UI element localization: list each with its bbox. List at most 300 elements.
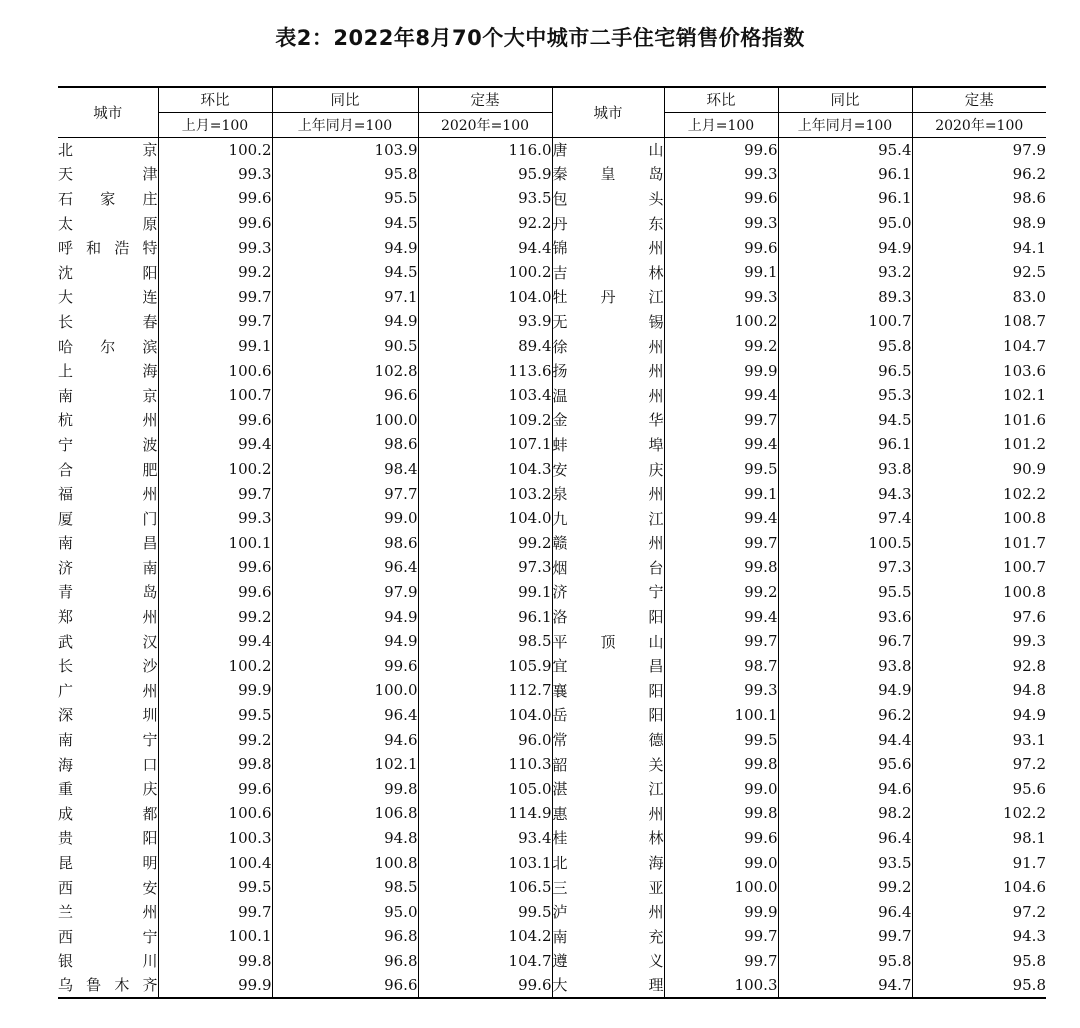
cell-city-right: 九 江 (552, 506, 664, 531)
table-row (58, 162, 1046, 187)
table-row (58, 235, 1046, 260)
cell-yoy-right: 95.8 (778, 949, 912, 974)
cell-yoy-right: 94.3 (778, 481, 912, 506)
cell-mom-left: 100.3 (158, 826, 272, 851)
cell-mom-left: 99.3 (158, 506, 272, 531)
table-row (58, 408, 1046, 433)
cell-yoy-left: 100.0 (272, 408, 418, 433)
table-row (58, 383, 1046, 408)
cell-fixed-left: 100.2 (418, 260, 552, 285)
price-index-table (58, 86, 1046, 999)
cell-city-left: 天 津 (58, 165, 158, 184)
table-row (58, 678, 1046, 703)
table-row (58, 260, 1046, 285)
cell-yoy-right: 95.0 (778, 211, 912, 236)
table-row (58, 358, 1046, 383)
cell-fixed-right: 92.5 (912, 260, 1046, 285)
cell-mom-right: 99.8 (664, 752, 778, 777)
cell-city-left: 北 京 (58, 141, 158, 160)
cell-mom-left: 100.2 (158, 653, 272, 678)
cell-fixed-left: 103.2 (418, 481, 552, 506)
cell-fixed-left: 93.5 (418, 186, 552, 211)
cell-city-left: 哈尔滨 (58, 337, 158, 356)
cell-fixed-left: 106.5 (418, 875, 552, 900)
cell-city-left: 成 都 (58, 804, 158, 823)
cell-city-left: 福 州 (58, 485, 158, 504)
cell-city-right: 秦皇岛 (552, 162, 664, 187)
cell-city-right: 安 庆 (552, 457, 664, 482)
cell-city-left: 太 原 (58, 214, 158, 233)
table-row (58, 899, 1046, 924)
cell-mom-left: 99.6 (158, 555, 272, 580)
cell-mom-left: 100.6 (158, 801, 272, 826)
table-row (58, 580, 1046, 605)
page-title: 表2：2022年8月70个大中城市二手住宅销售价格指数 (275, 26, 805, 50)
cell-city-right: 徐 州 (552, 334, 664, 359)
cell-city-right: 宜 昌 (552, 653, 664, 678)
cell-mom-right: 99.7 (664, 629, 778, 654)
cell-fixed-right: 100.8 (912, 506, 1046, 531)
cell-fixed-left: 99.6 (418, 973, 552, 998)
table-row (58, 211, 1046, 236)
cell-city-left: 长 春 (58, 312, 158, 331)
table-row (58, 531, 1046, 556)
cell-yoy-right: 95.4 (778, 137, 912, 162)
cell-yoy-left: 90.5 (272, 334, 418, 359)
header-city-right: 城市 (552, 87, 664, 137)
cell-fixed-right: 83.0 (912, 285, 1046, 310)
cell-fixed-right: 97.2 (912, 899, 1046, 924)
cell-fixed-left: 113.6 (418, 358, 552, 383)
cell-city-left: 贵 阳 (58, 829, 158, 848)
table-row (58, 973, 1046, 998)
cell-mom-left: 99.9 (158, 973, 272, 998)
cell-city-left: 长 沙 (58, 657, 158, 676)
cell-yoy-left: 102.1 (272, 752, 418, 777)
cell-yoy-left: 95.5 (272, 186, 418, 211)
cell-mom-right: 99.0 (664, 776, 778, 801)
cell-mom-right: 99.4 (664, 506, 778, 531)
cell-mom-right: 99.3 (664, 162, 778, 187)
cell-yoy-right: 95.6 (778, 752, 912, 777)
cell-yoy-right: 99.7 (778, 924, 912, 949)
cell-fixed-left: 99.1 (418, 580, 552, 605)
cell-city-right: 大 理 (552, 973, 664, 998)
cell-mom-left: 99.5 (158, 703, 272, 728)
cell-mom-left: 99.8 (158, 949, 272, 974)
cell-yoy-left: 96.8 (272, 949, 418, 974)
cell-fixed-right: 103.6 (912, 358, 1046, 383)
cell-yoy-right: 96.1 (778, 432, 912, 457)
cell-yoy-right: 100.5 (778, 531, 912, 556)
cell-mom-right: 99.7 (664, 531, 778, 556)
cell-mom-left: 99.3 (158, 162, 272, 187)
cell-city-left: 呼和浩特 (58, 239, 158, 258)
header-yoy-left: 同比 (272, 87, 418, 112)
cell-yoy-right: 94.6 (778, 776, 912, 801)
table-row (58, 826, 1046, 851)
cell-fixed-right: 101.7 (912, 531, 1046, 556)
cell-mom-left: 100.2 (158, 457, 272, 482)
cell-yoy-right: 93.5 (778, 850, 912, 875)
cell-mom-left: 99.7 (158, 309, 272, 334)
cell-yoy-right: 94.4 (778, 727, 912, 752)
cell-yoy-right: 100.7 (778, 309, 912, 334)
cell-mom-left: 100.1 (158, 531, 272, 556)
cell-city-right: 扬 州 (552, 358, 664, 383)
cell-fixed-left: 103.4 (418, 383, 552, 408)
cell-yoy-right: 98.2 (778, 801, 912, 826)
cell-mom-left: 99.6 (158, 211, 272, 236)
cell-city-right: 常 德 (552, 727, 664, 752)
cell-mom-left: 99.7 (158, 285, 272, 310)
cell-mom-right: 99.9 (664, 899, 778, 924)
cell-fixed-left: 93.9 (418, 309, 552, 334)
cell-fixed-left: 116.0 (418, 137, 552, 162)
cell-city-left: 重 庆 (58, 780, 158, 799)
cell-city-right: 锦 州 (552, 235, 664, 260)
cell-fixed-left: 109.2 (418, 408, 552, 433)
cell-mom-left: 99.1 (158, 334, 272, 359)
cell-fixed-right: 90.9 (912, 457, 1046, 482)
cell-city-right: 洛 阳 (552, 604, 664, 629)
cell-mom-left: 100.2 (158, 137, 272, 162)
cell-city-left: 海 口 (58, 755, 158, 774)
cell-mom-right: 100.1 (664, 703, 778, 728)
cell-mom-left: 99.2 (158, 727, 272, 752)
cell-fixed-left: 104.0 (418, 285, 552, 310)
cell-yoy-right: 97.3 (778, 555, 912, 580)
table-row (58, 555, 1046, 580)
cell-mom-right: 99.6 (664, 186, 778, 211)
cell-city-left: 沈 阳 (58, 263, 158, 282)
cell-mom-left: 99.6 (158, 776, 272, 801)
cell-fixed-right: 98.6 (912, 186, 1046, 211)
cell-mom-right: 99.9 (664, 358, 778, 383)
header-fixed-base-right: 2020年=100 (912, 112, 1046, 137)
header-yoy-base-right: 上年同月=100 (778, 112, 912, 137)
cell-mom-right: 100.2 (664, 309, 778, 334)
cell-mom-left: 99.6 (158, 186, 272, 211)
cell-yoy-left: 94.9 (272, 235, 418, 260)
cell-fixed-left: 94.4 (418, 235, 552, 260)
table-row (58, 850, 1046, 875)
cell-mom-right: 99.4 (664, 383, 778, 408)
table-row (58, 604, 1046, 629)
cell-yoy-left: 99.6 (272, 653, 418, 678)
cell-fixed-left: 95.9 (418, 162, 552, 187)
cell-fixed-right: 98.9 (912, 211, 1046, 236)
cell-mom-right: 99.7 (664, 949, 778, 974)
cell-mom-right: 99.1 (664, 481, 778, 506)
cell-mom-left: 99.6 (158, 580, 272, 605)
cell-yoy-right: 96.4 (778, 826, 912, 851)
cell-yoy-left: 98.6 (272, 531, 418, 556)
cell-city-left: 兰 州 (58, 903, 158, 922)
cell-city-left: 南 昌 (58, 534, 158, 553)
table-row (58, 776, 1046, 801)
cell-yoy-left: 96.6 (272, 973, 418, 998)
cell-city-right: 泸 州 (552, 899, 664, 924)
cell-yoy-left: 94.6 (272, 727, 418, 752)
table-row (58, 506, 1046, 531)
cell-mom-right: 99.3 (664, 285, 778, 310)
cell-fixed-left: 107.1 (418, 432, 552, 457)
cell-yoy-left: 100.0 (272, 678, 418, 703)
cell-yoy-right: 93.6 (778, 604, 912, 629)
table-row (58, 186, 1046, 211)
cell-mom-right: 99.4 (664, 432, 778, 457)
header-fixed-base-left: 2020年=100 (418, 112, 552, 137)
cell-fixed-right: 94.9 (912, 703, 1046, 728)
cell-fixed-right: 95.6 (912, 776, 1046, 801)
cell-mom-right: 99.7 (664, 924, 778, 949)
cell-fixed-right: 97.6 (912, 604, 1046, 629)
cell-mom-right: 99.3 (664, 678, 778, 703)
cell-city-left: 银 川 (58, 952, 158, 971)
cell-fixed-left: 98.5 (418, 629, 552, 654)
cell-fixed-left: 105.9 (418, 653, 552, 678)
cell-city-left: 南 京 (58, 386, 158, 405)
cell-city-left: 济 南 (58, 558, 158, 577)
cell-mom-right: 99.5 (664, 457, 778, 482)
cell-city-left: 西 安 (58, 878, 158, 897)
cell-fixed-left: 97.3 (418, 555, 552, 580)
cell-city-right: 温 州 (552, 383, 664, 408)
cell-yoy-left: 97.7 (272, 481, 418, 506)
cell-city-right: 吉 林 (552, 260, 664, 285)
cell-mom-right: 98.7 (664, 653, 778, 678)
cell-yoy-left: 94.8 (272, 826, 418, 851)
cell-yoy-left: 94.9 (272, 604, 418, 629)
cell-mom-right: 100.0 (664, 875, 778, 900)
cell-fixed-left: 110.3 (418, 752, 552, 777)
cell-fixed-left: 104.7 (418, 949, 552, 974)
header-city-left: 城市 (58, 87, 158, 137)
cell-mom-right: 99.2 (664, 580, 778, 605)
cell-yoy-left: 95.0 (272, 899, 418, 924)
cell-city-right: 岳 阳 (552, 703, 664, 728)
cell-mom-right: 99.0 (664, 850, 778, 875)
cell-yoy-right: 94.9 (778, 678, 912, 703)
cell-yoy-left: 103.9 (272, 137, 418, 162)
cell-mom-left: 99.2 (158, 604, 272, 629)
cell-fixed-right: 100.7 (912, 555, 1046, 580)
table-row (58, 432, 1046, 457)
cell-yoy-left: 94.5 (272, 211, 418, 236)
cell-mom-right: 99.6 (664, 235, 778, 260)
cell-city-left: 郑 州 (58, 608, 158, 627)
cell-yoy-left: 95.8 (272, 162, 418, 187)
cell-city-right: 牡丹江 (552, 285, 664, 310)
cell-city-left: 上 海 (58, 362, 158, 381)
cell-yoy-right: 96.7 (778, 629, 912, 654)
table-row (58, 309, 1046, 334)
cell-fixed-left: 112.7 (418, 678, 552, 703)
cell-fixed-right: 101.6 (912, 408, 1046, 433)
cell-yoy-left: 96.4 (272, 703, 418, 728)
cell-mom-left: 99.5 (158, 875, 272, 900)
cell-yoy-left: 106.8 (272, 801, 418, 826)
cell-mom-right: 99.4 (664, 604, 778, 629)
cell-city-right: 济 宁 (552, 580, 664, 605)
cell-city-left: 广 州 (58, 681, 158, 700)
cell-fixed-left: 104.0 (418, 506, 552, 531)
header-mom-left: 环比 (158, 87, 272, 112)
cell-fixed-right: 94.8 (912, 678, 1046, 703)
header-mom-right: 环比 (664, 87, 778, 112)
cell-yoy-left: 97.9 (272, 580, 418, 605)
cell-city-right: 三 亚 (552, 875, 664, 900)
cell-yoy-right: 96.1 (778, 162, 912, 187)
cell-city-left: 杭 州 (58, 411, 158, 430)
cell-fixed-left: 89.4 (418, 334, 552, 359)
table-row (58, 137, 1046, 162)
table-row (58, 457, 1046, 482)
cell-city-right: 无 锡 (552, 309, 664, 334)
cell-yoy-right: 96.2 (778, 703, 912, 728)
cell-fixed-left: 92.2 (418, 211, 552, 236)
table-row (58, 801, 1046, 826)
cell-fixed-right: 100.8 (912, 580, 1046, 605)
cell-mom-left: 100.6 (158, 358, 272, 383)
cell-fixed-left: 104.0 (418, 703, 552, 728)
cell-yoy-left: 97.1 (272, 285, 418, 310)
cell-mom-right: 99.6 (664, 826, 778, 851)
cell-city-left: 乌鲁木齐 (58, 973, 158, 998)
cell-yoy-right: 95.8 (778, 334, 912, 359)
cell-mom-right: 99.8 (664, 801, 778, 826)
cell-city-left: 昆 明 (58, 854, 158, 873)
cell-mom-right: 99.5 (664, 727, 778, 752)
cell-city-right: 丹 东 (552, 211, 664, 236)
cell-city-right: 桂 林 (552, 826, 664, 851)
cell-yoy-left: 96.6 (272, 383, 418, 408)
cell-mom-right: 99.8 (664, 555, 778, 580)
cell-city-right: 襄 阳 (552, 678, 664, 703)
cell-yoy-left: 100.8 (272, 850, 418, 875)
cell-fixed-left: 93.4 (418, 826, 552, 851)
cell-mom-left: 99.4 (158, 629, 272, 654)
cell-fixed-left: 103.1 (418, 850, 552, 875)
cell-city-left: 宁 波 (58, 435, 158, 454)
cell-city-right: 蚌 埠 (552, 432, 664, 457)
cell-fixed-right: 96.2 (912, 162, 1046, 187)
cell-fixed-left: 114.9 (418, 801, 552, 826)
cell-fixed-right: 98.1 (912, 826, 1046, 851)
cell-fixed-right: 94.1 (912, 235, 1046, 260)
cell-fixed-right: 102.1 (912, 383, 1046, 408)
cell-fixed-left: 99.5 (418, 899, 552, 924)
cell-city-right: 烟 台 (552, 555, 664, 580)
cell-mom-right: 99.7 (664, 408, 778, 433)
cell-fixed-right: 104.7 (912, 334, 1046, 359)
cell-yoy-left: 99.8 (272, 776, 418, 801)
cell-city-left: 大 连 (58, 288, 158, 307)
cell-fixed-right: 95.8 (912, 973, 1046, 998)
table-row (58, 924, 1046, 949)
table-row (58, 875, 1046, 900)
cell-yoy-left: 96.8 (272, 924, 418, 949)
cell-mom-right: 100.3 (664, 973, 778, 998)
cell-mom-left: 99.6 (158, 408, 272, 433)
header-mom-base-left: 上月=100 (158, 112, 272, 137)
header-fixed-right: 定基 (912, 87, 1046, 112)
table-row (58, 949, 1046, 974)
cell-city-right: 韶 关 (552, 752, 664, 777)
cell-fixed-left: 105.0 (418, 776, 552, 801)
cell-fixed-left: 96.0 (418, 727, 552, 752)
cell-fixed-right: 97.9 (912, 137, 1046, 162)
cell-yoy-left: 98.4 (272, 457, 418, 482)
cell-yoy-left: 94.9 (272, 629, 418, 654)
cell-yoy-right: 93.2 (778, 260, 912, 285)
cell-city-right: 泉 州 (552, 481, 664, 506)
cell-fixed-left: 99.2 (418, 531, 552, 556)
cell-yoy-right: 89.3 (778, 285, 912, 310)
cell-city-right: 遵 义 (552, 949, 664, 974)
table-row (58, 653, 1046, 678)
cell-yoy-right: 96.1 (778, 186, 912, 211)
cell-fixed-right: 102.2 (912, 481, 1046, 506)
table-row (58, 703, 1046, 728)
cell-city-right: 南 充 (552, 924, 664, 949)
table-row (58, 481, 1046, 506)
cell-yoy-right: 95.5 (778, 580, 912, 605)
cell-city-left: 西 宁 (58, 927, 158, 946)
cell-yoy-right: 94.5 (778, 408, 912, 433)
cell-city-left: 武 汉 (58, 632, 158, 651)
header-yoy-base-left: 上年同月=100 (272, 112, 418, 137)
table-row (58, 727, 1046, 752)
table-row (58, 334, 1046, 359)
cell-yoy-right: 94.7 (778, 973, 912, 998)
cell-yoy-left: 99.0 (272, 506, 418, 531)
cell-fixed-right: 92.8 (912, 653, 1046, 678)
table-row (58, 285, 1046, 310)
cell-mom-right: 99.6 (664, 137, 778, 162)
cell-city-right: 赣 州 (552, 531, 664, 556)
cell-city-right: 北 海 (552, 850, 664, 875)
cell-city-right: 湛 江 (552, 776, 664, 801)
cell-mom-left: 99.8 (158, 752, 272, 777)
table-row (58, 629, 1046, 654)
cell-city-left: 青 岛 (58, 583, 158, 602)
cell-fixed-right: 94.3 (912, 924, 1046, 949)
cell-fixed-right: 102.2 (912, 801, 1046, 826)
cell-yoy-right: 96.4 (778, 899, 912, 924)
cell-fixed-right: 99.3 (912, 629, 1046, 654)
cell-fixed-right: 95.8 (912, 949, 1046, 974)
cell-city-left: 厦 门 (58, 509, 158, 528)
cell-yoy-left: 102.8 (272, 358, 418, 383)
cell-city-right: 包 头 (552, 186, 664, 211)
cell-yoy-right: 96.5 (778, 358, 912, 383)
cell-yoy-left: 98.6 (272, 432, 418, 457)
cell-yoy-right: 93.8 (778, 457, 912, 482)
cell-city-left: 合 肥 (58, 460, 158, 479)
cell-city-right: 金 华 (552, 408, 664, 433)
cell-mom-right: 99.2 (664, 334, 778, 359)
table-row (58, 752, 1046, 777)
cell-mom-left: 99.2 (158, 260, 272, 285)
cell-city-right: 唐 山 (552, 137, 664, 162)
cell-yoy-right: 97.4 (778, 506, 912, 531)
cell-city-left: 石家庄 (58, 189, 158, 208)
cell-city-left: 深 圳 (58, 706, 158, 725)
cell-mom-left: 99.9 (158, 678, 272, 703)
cell-mom-left: 99.7 (158, 481, 272, 506)
